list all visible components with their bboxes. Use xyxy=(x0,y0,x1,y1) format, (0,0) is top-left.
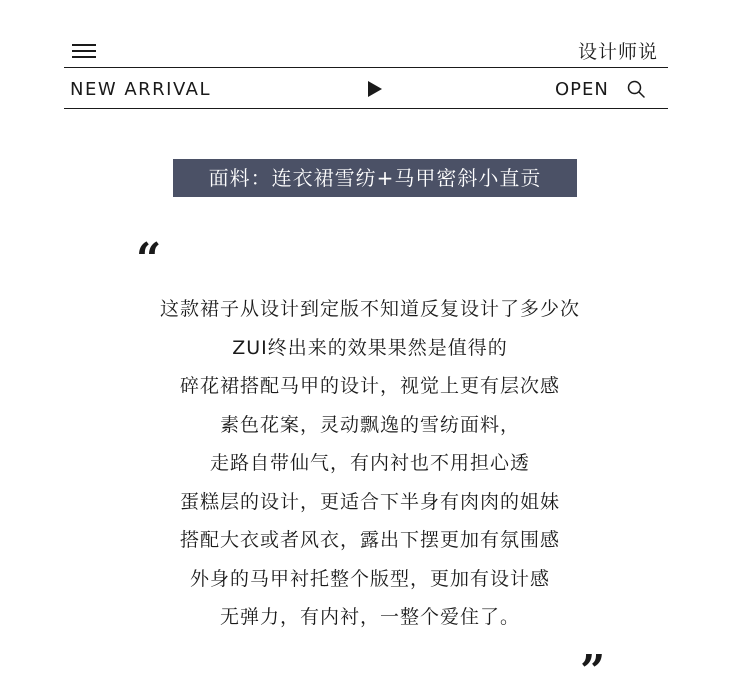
close-quote-mark: ” xyxy=(580,646,606,697)
description-text xyxy=(100,290,640,637)
fabric-banner: 面料：连衣裙雪纺+马甲密斜小直贡 xyxy=(173,159,577,197)
nav-divider xyxy=(64,108,668,109)
hamburger-menu-icon[interactable] xyxy=(72,44,96,58)
description-line: 外身的马甲衬托整个版型，更加有设计感 xyxy=(189,567,550,590)
description-line: 碎花裙搭配马甲的设计，视觉上更有层次感 xyxy=(179,375,560,397)
new-arrival-label[interactable]: NEW ARRIVAL xyxy=(70,79,211,100)
description-line: 走路自带仙气，有内衬也不用担心透 xyxy=(209,452,530,474)
search-icon[interactable] xyxy=(627,80,645,98)
nav-row xyxy=(64,68,668,108)
open-label[interactable]: OPEN xyxy=(555,79,609,100)
menu-bar xyxy=(72,44,96,46)
menu-bar xyxy=(72,56,96,58)
description-line: 无弹力，有内衬，一整个爱住了。 xyxy=(219,606,520,628)
description-line: ZUI终出来的效果果然是值得的 xyxy=(232,336,508,359)
designer-says-title: 设计师说 xyxy=(577,41,658,63)
description-line: 搭配大衣或者风衣，露出下摆更加有氛围感 xyxy=(179,529,560,551)
play-icon[interactable] xyxy=(368,81,382,97)
menu-bar xyxy=(72,50,96,52)
description-line: 这款裙子从设计到定版不知道反复设计了多少次 xyxy=(159,298,580,320)
description-line: 素色花案，灵动飘逸的雪纺面料， xyxy=(219,413,520,436)
description-line: 蛋糕层的设计，更适合下半身有肉肉的姐妹 xyxy=(179,490,560,513)
open-quote-mark: “ xyxy=(136,234,162,285)
